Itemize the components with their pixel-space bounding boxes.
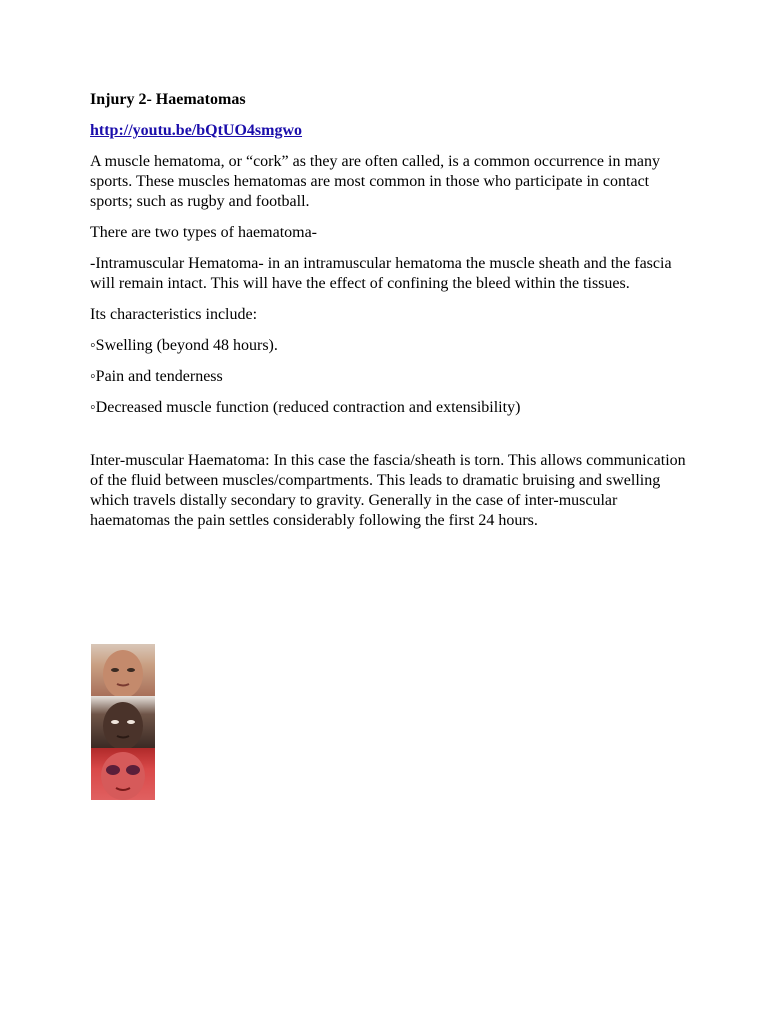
types-paragraph: There are two types of haematoma-	[90, 224, 318, 241]
section-gap	[90, 429, 690, 451]
document-body	[90, 90, 690, 542]
face-photo-2	[91, 696, 155, 748]
intermuscular-paragraph: Inter-muscular Haematoma: In this case the fascia/sheath is torn. This allows communication of the fluid between muscles/compartments. This leads to dramatic bruising and swelling which travels distally secondary to gravity. Generally in the case of inter-muscular haematomas the pain settles considerably following the first 24 hours.	[90, 452, 686, 529]
face-photo-3	[91, 748, 155, 800]
intro-paragraph: A muscle hematoma, or “cork” as they are often called, is a common occurrence in many sports. These muscles hematomas are most common in those who participate in contact sports; such as rugby and football.	[90, 153, 660, 210]
characteristic-function: ◦Decreased muscle function (reduced contraction and extensibility)	[90, 399, 521, 416]
video-link[interactable]: http://youtu.be/bQtUO4smgwo	[90, 122, 303, 139]
intramuscular-paragraph: -Intramuscular Hematoma- in an intramuscular hematoma the muscle sheath and the fascia will remain intact. This will have the effect of confining the bleed within the tissues.	[90, 255, 672, 292]
characteristic-swelling: ◦Swelling (beyond 48 hours).	[90, 337, 278, 354]
bruised-faces-image	[91, 644, 155, 800]
characteristic-pain: ◦Pain and tenderness	[90, 368, 223, 385]
page-title: Injury 2- Haematomas	[90, 91, 246, 108]
characteristics-intro: Its characteristics include:	[90, 306, 258, 323]
face-photo-1	[91, 644, 155, 696]
